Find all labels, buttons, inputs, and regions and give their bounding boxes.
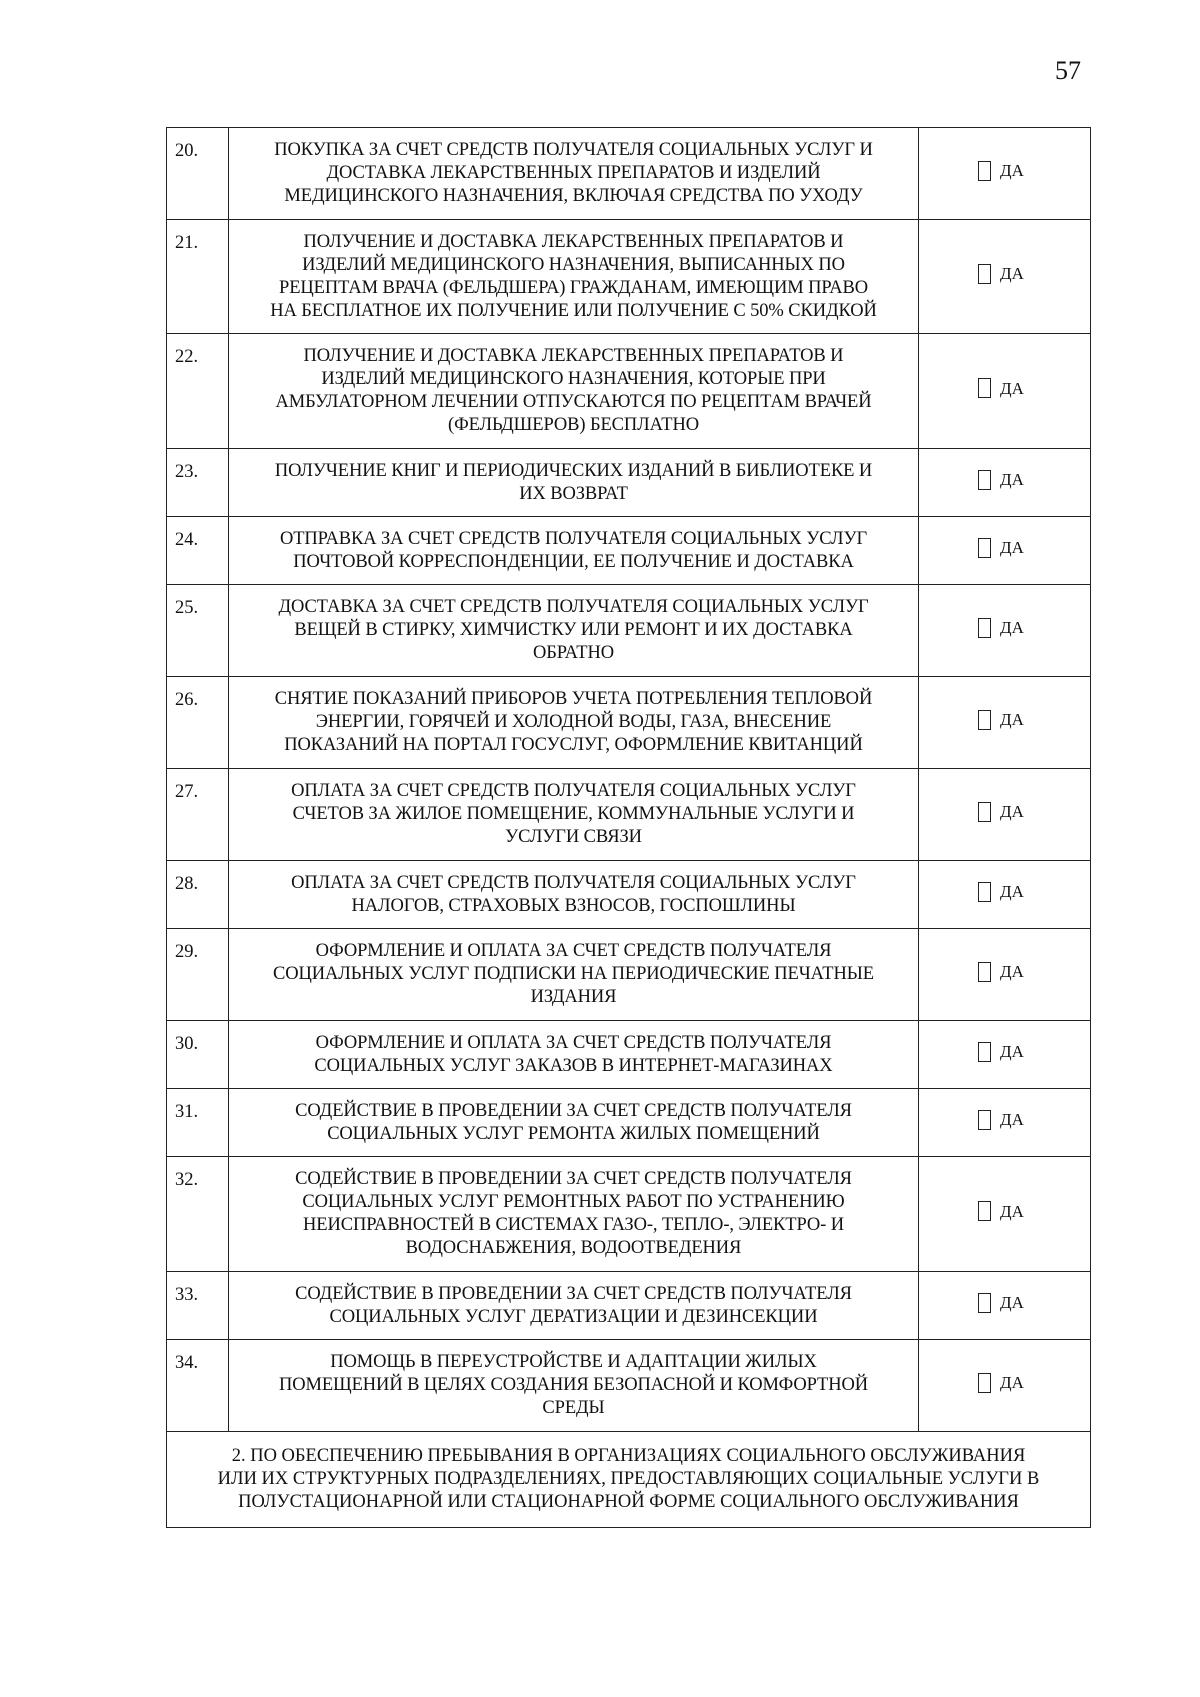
service-row (167, 861, 1091, 929)
service-description (229, 128, 919, 220)
checkbox-icon[interactable] (978, 882, 991, 902)
service-row (167, 585, 1091, 677)
checkbox-icon[interactable] (978, 962, 991, 982)
service-option-cell (919, 128, 1091, 220)
service-number: 34. (167, 1340, 229, 1432)
service-row (167, 220, 1091, 334)
page-number: 57 (1055, 56, 1081, 85)
service-description-line: СОДЕЙСТВИЕ В ПРОВЕДЕНИИ ЗА СЧЕТ СРЕДСТВ ПОЛУЧАТЕЛЯ (295, 1169, 852, 1189)
yes-option[interactable] (933, 262, 1024, 285)
checkbox-icon[interactable] (978, 1201, 991, 1221)
service-number: 31. (167, 1089, 229, 1157)
service-row (167, 929, 1091, 1021)
section-heading-line: 2. ПО ОБЕСПЕЧЕНИЮ ПРЕБЫВАНИЯ В ОРГАНИЗАЦИЯХ СОЦИАЛЬНОГО ОБСЛУЖИВАНИЯ (231, 1446, 1026, 1466)
service-description (229, 861, 919, 929)
service-description-line: СОЦИАЛЬНЫХ УСЛУГ РЕМОНТНЫХ РАБОТ ПО УСТРАНЕНИЮ (302, 1192, 845, 1212)
service-number: 20. (167, 128, 229, 220)
service-number: 32. (167, 1157, 229, 1272)
service-number: 21. (167, 220, 229, 334)
service-description (229, 1021, 919, 1089)
yes-label: ДА (1000, 1373, 1024, 1393)
yes-option[interactable] (933, 960, 1024, 983)
service-description-line: ПОЛУЧЕНИЕ И ДОСТАВКА ЛЕКАРСТВЕННЫХ ПРЕПАРАТОВ И (303, 231, 844, 252)
service-option-cell (919, 517, 1091, 585)
service-description-line: СОЦИАЛЬНЫХ УСЛУГ ДЕРАТИЗАЦИИ И ДЕЗИНСЕКЦИИ (329, 1306, 818, 1327)
service-number: 25. (167, 585, 229, 677)
service-row (167, 517, 1091, 585)
services-table (166, 127, 1091, 1528)
yes-label: ДА (1000, 161, 1024, 181)
yes-label: ДА (1000, 538, 1024, 558)
yes-option[interactable] (933, 1200, 1024, 1223)
service-number: 29. (167, 929, 229, 1021)
yes-label: ДА (1000, 1110, 1024, 1130)
service-description (229, 1157, 919, 1272)
service-option-cell (919, 1157, 1091, 1272)
service-description-line: СЧЕТОВ ЗА ЖИЛОЕ ПОМЕЩЕНИЕ, КОММУНАЛЬНЫЕ УСЛУГИ И (292, 804, 855, 824)
service-description (229, 1272, 919, 1340)
service-option-cell (919, 220, 1091, 334)
service-description-line: ПОЧТОВОЙ КОРРЕСПОНДЕНЦИИ, ЕЕ ПОЛУЧЕНИЕ И ДОСТАВКА (293, 551, 854, 572)
service-description-line: ПОКАЗАНИЙ НА ПОРТАЛ ГОСУСЛУГ, ОФОРМЛЕНИЕ КВИТАНЦИЙ (284, 735, 863, 755)
yes-label: ДА (1000, 882, 1024, 902)
yes-label: ДА (1000, 802, 1024, 822)
section-row (167, 1432, 1091, 1528)
section-heading-line: ИЛИ ИХ СТРУКТУРНЫХ ПОДРАЗДЕЛЕНИЯХ, ПРЕДОСТАВЛЯЮЩИХ СОЦИАЛЬНЫЕ УСЛУГИ В (217, 1469, 1040, 1489)
yes-label: ДА (1000, 710, 1024, 730)
service-description (229, 334, 919, 449)
checkbox-icon[interactable] (978, 1293, 991, 1313)
service-description-line: ВЕЩЕЙ В СТИРКУ, ХИМЧИСТКУ ИЛИ РЕМОНТ И ИХ ДОСТАВКА (294, 620, 853, 640)
yes-option[interactable] (933, 880, 1024, 903)
service-description-line: ПОМЕЩЕНИЙ В ЦЕЛЯХ СОЗДАНИЯ БЕЗОПАСНОЙ И КОМФОРТНОЙ (278, 1375, 869, 1395)
service-description (229, 220, 919, 334)
yes-label: ДА (1000, 1042, 1024, 1062)
service-description-line: МЕДИЦИНСКОГО НАЗНАЧЕНИЯ, ВКЛЮЧАЯ СРЕДСТВА ПО УХОДУ (284, 186, 863, 206)
service-option-cell (919, 929, 1091, 1021)
service-option-cell (919, 585, 1091, 677)
yes-option[interactable] (933, 616, 1024, 639)
service-description (229, 1089, 919, 1157)
service-number: 26. (167, 677, 229, 769)
service-option-cell (919, 1089, 1091, 1157)
service-number: 27. (167, 769, 229, 861)
service-option-cell (919, 677, 1091, 769)
service-row (167, 1272, 1091, 1340)
yes-option[interactable] (933, 1291, 1024, 1314)
yes-option[interactable] (933, 159, 1024, 182)
service-description-line: ДОСТАВКА ЗА СЧЕТ СРЕДСТВ ПОЛУЧАТЕЛЯ СОЦИАЛЬНЫХ УСЛУГ (278, 597, 869, 617)
yes-option[interactable] (933, 708, 1024, 731)
service-description-line: ПОМОЩЬ В ПЕРЕУСТРОЙСТВЕ И АДАПТАЦИИ ЖИЛЫХ (330, 1352, 817, 1372)
service-description-line: (ФЕЛЬДШЕРОВ) БЕСПЛАТНО (448, 415, 699, 435)
checkbox-icon[interactable] (978, 264, 991, 284)
service-description-line: ДОСТАВКА ЛЕКАРСТВЕННЫХ ПРЕПАРАТОВ И ИЗДЕЛИЙ (326, 163, 821, 183)
service-option-cell (919, 861, 1091, 929)
yes-label: ДА (1000, 1201, 1024, 1221)
service-description-line: СРЕДЫ (542, 1398, 605, 1418)
service-description-line: ОТПРАВКА ЗА СЧЕТ СРЕДСТВ ПОЛУЧАТЕЛЯ СОЦИАЛЬНЫХ УСЛУГ (279, 528, 868, 549)
services-table-body (167, 128, 1091, 1528)
service-description-line: ИЗДЕЛИЙ МЕДИЦИНСКОГО НАЗНАЧЕНИЯ, КОТОРЫЕ ПРИ (321, 369, 826, 389)
service-description-line: ПОКУПКА ЗА СЧЕТ СРЕДСТВ ПОЛУЧАТЕЛЯ СОЦИАЛЬНЫХ УСЛУГ И (274, 140, 873, 160)
service-number: 33. (167, 1272, 229, 1340)
service-description-line: СОЦИАЛЬНЫХ УСЛУГ ЗАКАЗОВ В ИНТЕРНЕТ-МАГАЗИНАХ (314, 1055, 833, 1076)
service-row (167, 128, 1091, 220)
service-option-cell (919, 1340, 1091, 1432)
checkbox-icon[interactable] (978, 802, 991, 822)
service-description-line: ИЗДЕЛИЙ МЕДИЦИНСКОГО НАЗНАЧЕНИЯ, ВЫПИСАННЫХ ПО (302, 254, 845, 275)
section-heading-line: ПОЛУСТАЦИОНАРНОЙ ИЛИ СТАЦИОНАРНОЙ ФОРМЕ СОЦИАЛЬНОГО ОБСЛУЖИВАНИЯ (238, 1492, 1019, 1512)
service-row (167, 1021, 1091, 1089)
service-number: 30. (167, 1021, 229, 1089)
service-description-line: ОФОРМЛЕНИЕ И ОПЛАТА ЗА СЧЕТ СРЕДСТВ ПОЛУЧАТЕЛЯ (315, 1032, 832, 1053)
service-description-line: СНЯТИЕ ПОКАЗАНИЙ ПРИБОРОВ УЧЕТА ПОТРЕБЛЕНИЯ ТЕПЛОВОЙ (274, 689, 873, 709)
service-description-line: ИЗДАНИЯ (530, 987, 617, 1007)
yes-label: ДА (1000, 264, 1024, 284)
service-description-line: ОБРАТНО (533, 643, 614, 663)
checkbox-icon[interactable] (978, 161, 991, 181)
checkbox-icon[interactable] (978, 378, 991, 398)
service-option-cell (919, 769, 1091, 861)
yes-label: ДА (1000, 1293, 1024, 1313)
service-description-line: ОПЛАТА ЗА СЧЕТ СРЕДСТВ ПОЛУЧАТЕЛЯ СОЦИАЛЬНЫХ УСЛУГ (291, 872, 856, 893)
yes-label: ДА (1000, 618, 1024, 638)
service-description-line: АМБУЛАТОРНОМ ЛЕЧЕНИИ ОТПУСКАЮТСЯ ПО РЕЦЕПТАМ ВРАЧЕЙ (275, 392, 872, 412)
service-description (229, 769, 919, 861)
service-option-cell (919, 449, 1091, 517)
service-number: 24. (167, 517, 229, 585)
section-heading (167, 1432, 1091, 1528)
yes-option[interactable] (933, 1040, 1024, 1063)
service-description (229, 677, 919, 769)
yes-option[interactable] (933, 377, 1024, 400)
checkbox-icon[interactable] (978, 1042, 991, 1062)
service-description-line: УСЛУГИ СВЯЗИ (505, 827, 642, 847)
checkbox-icon[interactable] (978, 710, 991, 730)
checkbox-icon[interactable] (978, 538, 991, 558)
yes-option[interactable] (933, 1371, 1024, 1394)
yes-label: ДА (1000, 378, 1024, 398)
checkbox-icon[interactable] (978, 470, 991, 490)
service-number: 22. (167, 334, 229, 449)
service-description-line: НАЛОГОВ, СТРАХОВЫХ ВЗНОСОВ, ГОСПОШЛИНЫ (351, 895, 796, 916)
service-row (167, 677, 1091, 769)
service-description (229, 585, 919, 677)
checkbox-icon[interactable] (978, 618, 991, 638)
service-row (167, 1157, 1091, 1272)
service-number: 28. (167, 861, 229, 929)
service-description-line: ЭНЕРГИИ, ГОРЯЧЕЙ И ХОЛОДНОЙ ВОДЫ, ГАЗА, ВНЕСЕНИЕ (315, 712, 832, 732)
yes-option[interactable] (933, 800, 1024, 823)
service-option-cell (919, 1272, 1091, 1340)
service-description-line: ВОДОСНАБЖЕНИЯ, ВОДООТВЕДЕНИЯ (405, 1238, 742, 1258)
service-description-line: ПОЛУЧЕНИЕ И ДОСТАВКА ЛЕКАРСТВЕННЫХ ПРЕПАРАТОВ И (303, 346, 844, 366)
service-description-line: СОЦИАЛЬНЫХ УСЛУГ РЕМОНТА ЖИЛЫХ ПОМЕЩЕНИЙ (327, 1123, 820, 1144)
service-row (167, 769, 1091, 861)
service-description-line: СОЦИАЛЬНЫХ УСЛУГ ПОДПИСКИ НА ПЕРИОДИЧЕСКИЕ ПЕЧАТНЫЕ (273, 964, 874, 984)
service-number: 23. (167, 449, 229, 517)
service-description (229, 929, 919, 1021)
service-description (229, 517, 919, 585)
service-description-line: ОПЛАТА ЗА СЧЕТ СРЕДСТВ ПОЛУЧАТЕЛЯ СОЦИАЛЬНЫХ УСЛУГ (291, 781, 856, 801)
yes-option[interactable] (933, 536, 1024, 559)
service-row (167, 334, 1091, 449)
service-description-line: ОФОРМЛЕНИЕ И ОПЛАТА ЗА СЧЕТ СРЕДСТВ ПОЛУЧАТЕЛЯ (315, 941, 832, 961)
service-row (167, 1340, 1091, 1432)
service-row (167, 1089, 1091, 1157)
service-option-cell (919, 1021, 1091, 1089)
service-description-line: ПОЛУЧЕНИЕ КНИГ И ПЕРИОДИЧЕСКИХ ИЗДАНИЙ В БИБЛИОТЕКЕ И (274, 460, 873, 481)
service-row (167, 449, 1091, 517)
service-description (229, 449, 919, 517)
service-description-line: СОДЕЙСТВИЕ В ПРОВЕДЕНИИ ЗА СЧЕТ СРЕДСТВ ПОЛУЧАТЕЛЯ (295, 1100, 852, 1121)
service-description-line: НЕИСПРАВНОСТЕЙ В СИСТЕМАХ ГАЗО-, ТЕПЛО-, ЭЛЕКТРО- И (303, 1215, 844, 1235)
yes-label: ДА (1000, 470, 1024, 490)
service-description (229, 1340, 919, 1432)
checkbox-icon[interactable] (978, 1110, 991, 1130)
service-description-line: СОДЕЙСТВИЕ В ПРОВЕДЕНИИ ЗА СЧЕТ СРЕДСТВ ПОЛУЧАТЕЛЯ (295, 1283, 852, 1304)
service-option-cell (919, 334, 1091, 449)
service-description-line: ИХ ВОЗВРАТ (519, 483, 628, 504)
yes-option[interactable] (933, 1108, 1024, 1131)
checkbox-icon[interactable] (978, 1373, 991, 1393)
service-description-line: РЕЦЕПТАМ ВРАЧА (ФЕЛЬДШЕРА) ГРАЖДАНАМ, ИМЕЮЩИМ ПРАВО (279, 277, 868, 298)
service-description-line: НА БЕСПЛАТНОЕ ИХ ПОЛУЧЕНИЕ ИЛИ ПОЛУЧЕНИЕ С 50% СКИДКОЙ (270, 300, 877, 321)
yes-option[interactable] (933, 468, 1024, 491)
yes-label: ДА (1000, 962, 1024, 982)
